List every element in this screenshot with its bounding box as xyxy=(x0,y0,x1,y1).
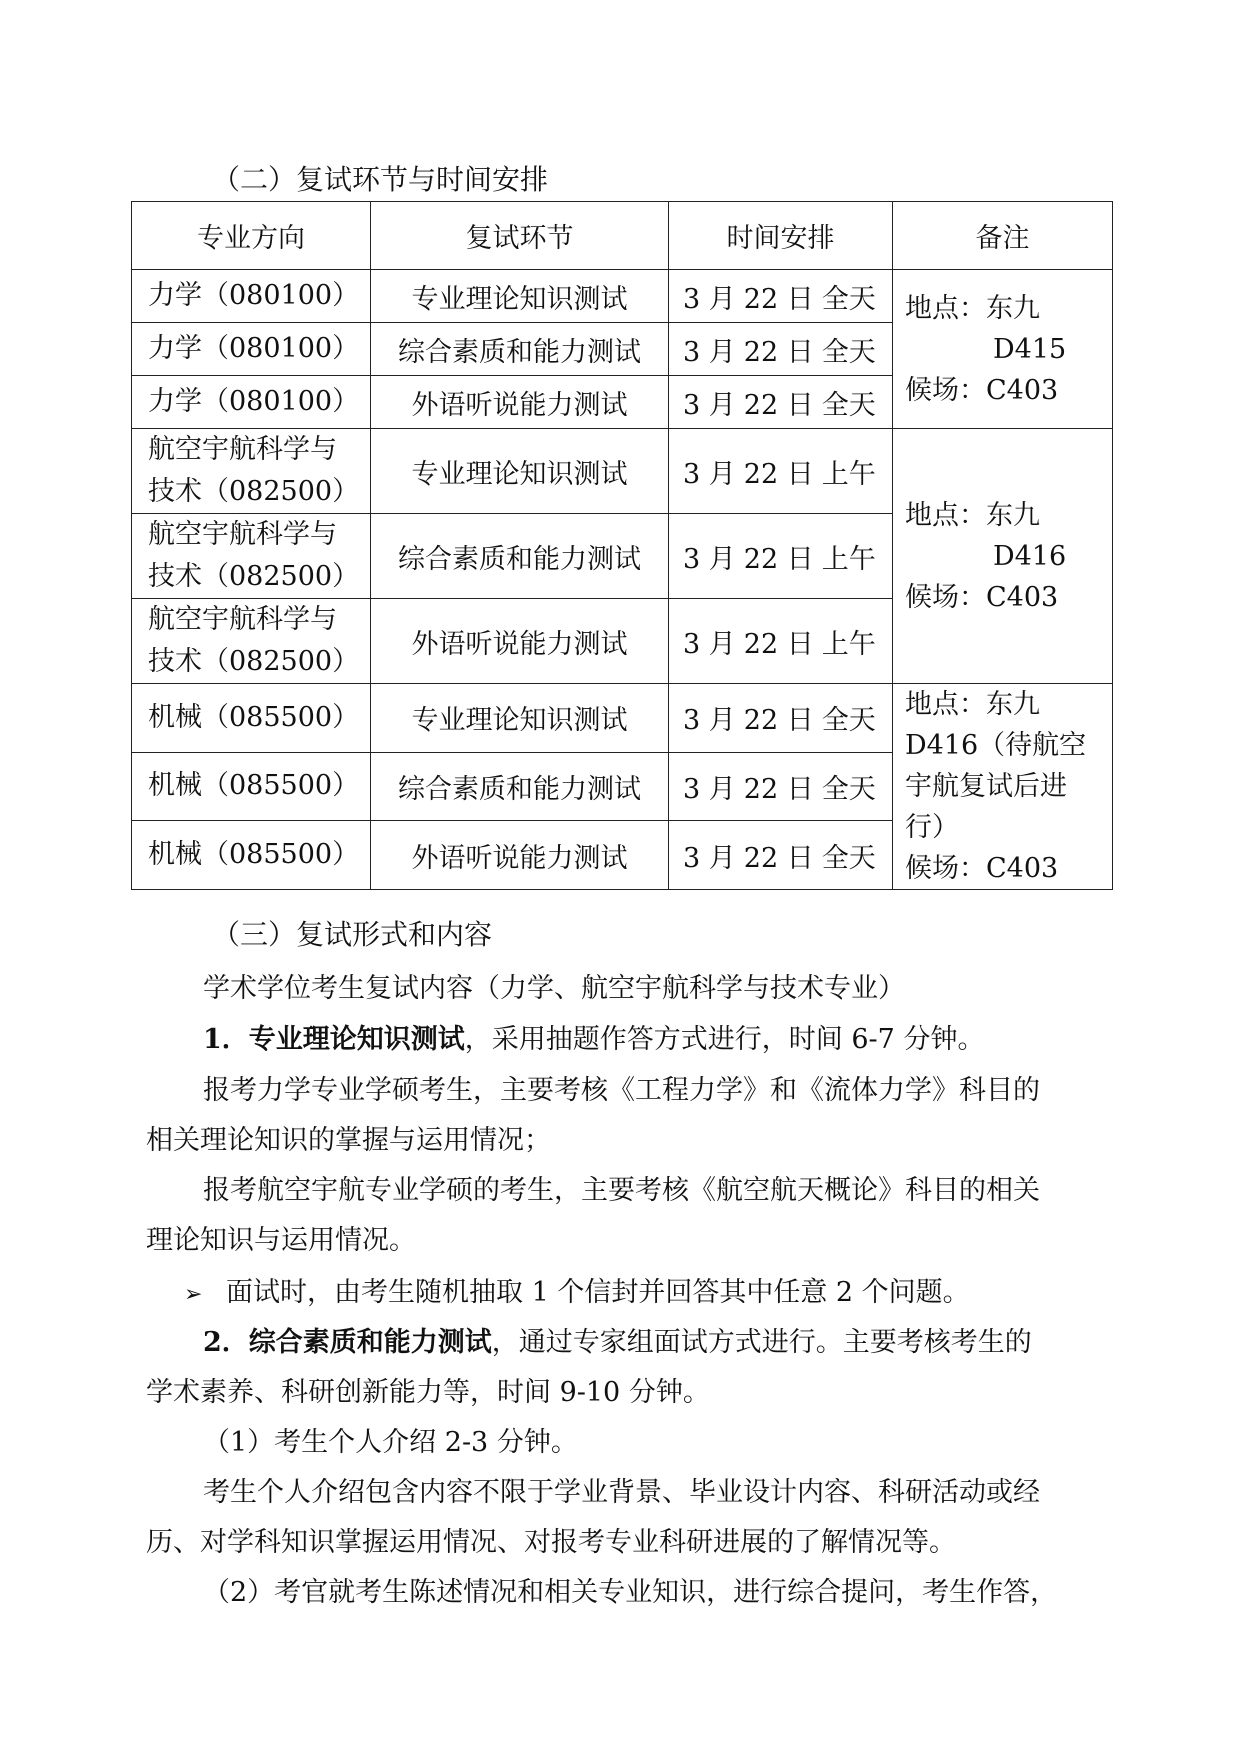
item-1-label: 1．专业理论知识测试 xyxy=(203,1024,465,1055)
step-cell: 综合素质和能力测试 xyxy=(371,752,669,821)
header-major: 专业方向 xyxy=(132,202,371,270)
item-2 xyxy=(203,1320,1032,1359)
time-day: 22 日 xyxy=(743,389,814,421)
paragraph-line: 历、对学科知识掌握运用情况、对报考专业科研进展的了解情况等。 xyxy=(146,1527,956,1558)
time-period: 上午 xyxy=(821,543,876,575)
time-cell xyxy=(669,684,893,753)
time-day: 22 日 xyxy=(743,458,814,490)
header-time: 时间安排 xyxy=(669,202,893,270)
header-step: 复试环节 xyxy=(371,202,669,270)
note-waiting: 候场：C403 xyxy=(905,853,1059,884)
item-1-text: ，采用抽题作答方式进行，时间 6-7 分钟。 xyxy=(464,1024,985,1055)
subtitle-academic: 学术学位考生复试内容（力学、航空宇航科学与技术专业） xyxy=(203,973,905,1004)
time-month: 3 月 xyxy=(683,543,736,575)
time-period: 全天 xyxy=(821,842,876,874)
step-cell: 外语听说能力测试 xyxy=(371,376,669,429)
arrow-bullet-icon: ➢ xyxy=(184,1282,203,1307)
major-cell: 机械（085500） xyxy=(132,684,371,753)
time-day: 22 日 xyxy=(743,628,814,660)
note-cell xyxy=(893,270,1113,429)
time-month: 3 月 xyxy=(683,773,736,805)
bullet-text: 面试时，由考生随机抽取 1 个信封并回答其中任意 2 个问题。 xyxy=(226,1277,970,1308)
note-room: D416 xyxy=(993,540,1067,572)
time-day: 22 日 xyxy=(743,543,814,575)
time-period: 全天 xyxy=(821,283,876,315)
note-cell xyxy=(893,429,1113,684)
time-day: 22 日 xyxy=(743,773,814,805)
table-row xyxy=(132,429,1113,514)
section-heading-format: （三）复试形式和内容 xyxy=(212,918,493,951)
note-location: 地点：东九 xyxy=(905,499,1040,531)
time-cell xyxy=(669,752,893,821)
paragraph-line: 报考航空宇航专业学硕的考生，主要考核《航空航天概论》科目的相关 xyxy=(203,1175,1040,1206)
bullet-item xyxy=(184,1270,970,1309)
step-cell: 专业理论知识测试 xyxy=(371,684,669,753)
item-2-label: 2．综合素质和能力测试 xyxy=(203,1327,492,1358)
time-period: 全天 xyxy=(821,705,876,737)
time-cell xyxy=(669,270,893,323)
step-cell: 外语听说能力测试 xyxy=(371,599,669,684)
time-cell xyxy=(669,429,893,514)
time-cell xyxy=(669,599,893,684)
note-waiting: 候场：C403 xyxy=(905,581,1059,613)
time-cell xyxy=(669,376,893,429)
time-day: 22 日 xyxy=(743,705,814,737)
step-cell: 外语听说能力测试 xyxy=(371,821,669,890)
section-heading-schedule: （二）复试环节与时间安排 xyxy=(212,163,549,196)
paragraph-line: 考生个人介绍包含内容不限于学业背景、毕业设计内容、科研活动或经 xyxy=(203,1477,1040,1508)
paragraph-line: 学术素养、科研创新能力等，时间 9-10 分钟。 xyxy=(146,1377,710,1408)
time-day: 22 日 xyxy=(743,842,814,874)
major-cell: 力学（080100） xyxy=(132,376,371,429)
time-cell xyxy=(669,821,893,890)
table-row xyxy=(132,684,1113,753)
header-note: 备注 xyxy=(893,202,1113,270)
time-cell xyxy=(669,514,893,599)
time-month: 3 月 xyxy=(683,389,736,421)
table-row xyxy=(132,270,1113,323)
time-cell xyxy=(669,323,893,376)
major-cell: 航空宇航科学与技术（082500） xyxy=(132,514,371,599)
schedule-table xyxy=(131,201,1113,890)
major-cell: 力学（080100） xyxy=(132,270,371,323)
table-header-row xyxy=(132,202,1113,270)
step-cell: 综合素质和能力测试 xyxy=(371,514,669,599)
step-cell: 专业理论知识测试 xyxy=(371,429,669,514)
time-day: 22 日 xyxy=(743,336,814,368)
note-room: D415 xyxy=(993,333,1067,365)
sub-item-2: （2）考官就考生陈述情况和相关专业知识，进行综合提问，考生作答， xyxy=(203,1577,1058,1608)
item-2-text: ，通过专家组面试方式进行。主要考核考生的 xyxy=(491,1327,1032,1358)
time-period: 全天 xyxy=(821,389,876,421)
major-cell: 机械（085500） xyxy=(132,821,371,890)
time-period: 全天 xyxy=(821,336,876,368)
time-month: 3 月 xyxy=(683,705,736,737)
time-day: 22 日 xyxy=(743,283,814,315)
major-cell: 航空宇航科学与技术（082500） xyxy=(132,429,371,514)
major-cell: 航空宇航科学与技术（082500） xyxy=(132,599,371,684)
paragraph-line: 相关理论知识的掌握与运用情况； xyxy=(146,1125,551,1156)
step-cell: 专业理论知识测试 xyxy=(371,270,669,323)
note-waiting: 候场：C403 xyxy=(905,374,1059,406)
time-period: 上午 xyxy=(821,458,876,490)
time-period: 全天 xyxy=(821,773,876,805)
time-month: 3 月 xyxy=(683,458,736,490)
major-cell: 机械（085500） xyxy=(132,752,371,821)
step-cell: 综合素质和能力测试 xyxy=(371,323,669,376)
note-location: 地点：东九 xyxy=(905,292,1040,324)
time-month: 3 月 xyxy=(683,283,736,315)
time-month: 3 月 xyxy=(683,628,736,660)
major-cell: 力学（080100） xyxy=(132,323,371,376)
paragraph-line: 报考力学专业学硕考生，主要考核《工程力学》和《流体力学》科目的 xyxy=(203,1075,1040,1106)
note-cell xyxy=(893,684,1113,890)
note-location: 地点：东九 xyxy=(905,689,1040,720)
note-room: D416（待航空宇航复试后进行） xyxy=(905,730,1087,843)
sub-item-1: （1）考生个人介绍 2-3 分钟。 xyxy=(203,1427,578,1458)
time-month: 3 月 xyxy=(683,842,736,874)
item-1 xyxy=(203,1017,984,1056)
time-period: 上午 xyxy=(821,628,876,660)
time-month: 3 月 xyxy=(683,336,736,368)
paragraph-line: 理论知识与运用情况。 xyxy=(146,1225,416,1256)
